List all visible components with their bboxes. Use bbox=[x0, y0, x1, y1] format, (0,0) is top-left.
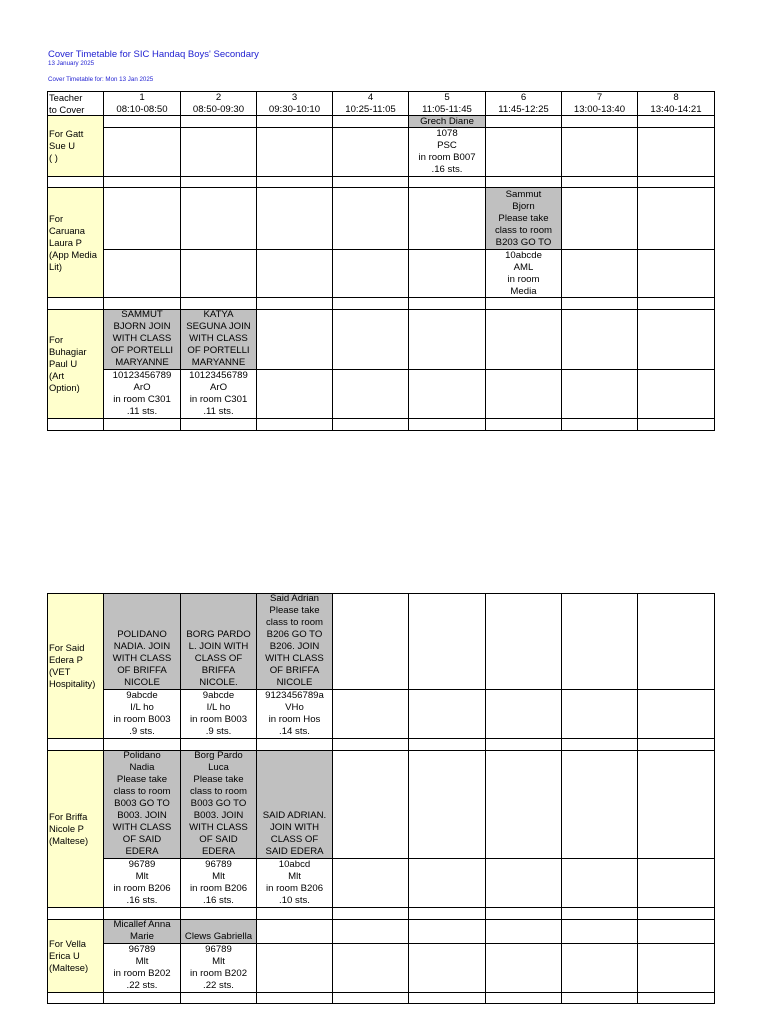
cover-note-line: WITH CLASS bbox=[265, 653, 324, 664]
class-details bbox=[485, 249, 562, 298]
cover-teacher-name-line: Grech Diane bbox=[420, 115, 474, 127]
empty-cell bbox=[180, 127, 257, 177]
teacher-to-cover-line: (Maltese) bbox=[49, 835, 89, 846]
cover-note-line: MARYANNE bbox=[191, 357, 246, 368]
cover-note-line: class to room bbox=[265, 617, 324, 628]
cover-note-line: CLASS OF bbox=[194, 653, 243, 664]
cover-note bbox=[256, 593, 333, 690]
cover-note-line: B003 GO TO bbox=[114, 798, 170, 809]
teacher-to-cover-line: Hospitality) bbox=[49, 678, 96, 689]
class-details-line: 96789 bbox=[128, 944, 156, 955]
empty-cell bbox=[332, 919, 409, 944]
period-num: 8 bbox=[673, 91, 679, 103]
empty-cell bbox=[637, 858, 715, 908]
cover-note-line: EDERA bbox=[201, 846, 236, 857]
class-details bbox=[103, 689, 181, 739]
spacer-cell bbox=[408, 992, 486, 1004]
teacher-column-header-line: Teacher bbox=[49, 91, 83, 103]
cover-note-line: OF BRIFFA bbox=[269, 665, 320, 676]
period-num: 3 bbox=[291, 91, 298, 103]
teacher-to-cover-line: (Maltese) bbox=[49, 962, 89, 973]
class-details-line: 96789 bbox=[205, 859, 232, 870]
empty-cell bbox=[485, 309, 562, 370]
class-details-line: 96789 bbox=[205, 944, 232, 955]
empty-cell bbox=[408, 858, 486, 908]
empty-cell bbox=[485, 858, 562, 908]
cover-note-line: NICOLE bbox=[276, 677, 313, 688]
cover-note-line: NICOLE. bbox=[199, 677, 238, 688]
cover-note-line: WITH CLASS bbox=[189, 333, 248, 344]
spacer-cell bbox=[256, 418, 333, 431]
cover-note-line: Nadia bbox=[129, 762, 155, 773]
spacer-cell bbox=[47, 418, 104, 431]
cover-note-line: KATYA bbox=[203, 309, 234, 320]
teacher-to-cover-line: Laura P bbox=[49, 236, 82, 248]
cover-note-line: Please take bbox=[116, 774, 168, 785]
cover-note-line: Borg Pardo bbox=[194, 750, 243, 761]
cover-note-line: SAID EDERA bbox=[265, 846, 324, 857]
teacher-to-cover bbox=[47, 187, 104, 298]
teacher-to-cover bbox=[47, 115, 104, 177]
cover-note-line: Polidano bbox=[123, 750, 161, 761]
class-details-line: in room B003 bbox=[113, 714, 171, 725]
class-details-line: .16 sts. bbox=[431, 164, 463, 175]
empty-cell bbox=[561, 127, 638, 177]
teacher-to-cover bbox=[47, 593, 104, 739]
cover-note-line: class to room bbox=[113, 786, 171, 797]
page-title: Cover Timetable for SIC Handaq Boys' Secondary bbox=[48, 49, 259, 60]
empty-cell bbox=[485, 689, 562, 739]
class-details-line: Mlt bbox=[135, 956, 149, 967]
cover-note-line: Clews Gabriella bbox=[184, 931, 253, 942]
empty-cell bbox=[103, 187, 181, 250]
period-header-8 bbox=[637, 91, 715, 116]
class-details-line: .16 sts. bbox=[126, 895, 158, 906]
cover-note bbox=[103, 309, 181, 370]
class-details bbox=[103, 369, 181, 419]
empty-cell bbox=[485, 943, 562, 993]
spacer-cell bbox=[180, 992, 257, 1004]
empty-cell bbox=[180, 249, 257, 298]
cover-note-line: NICOLE bbox=[124, 677, 160, 688]
cover-note bbox=[485, 187, 562, 250]
period-header-6 bbox=[485, 91, 562, 116]
cover-note-line: B203 GO TO bbox=[495, 237, 552, 248]
class-details-line: VHo bbox=[285, 702, 304, 713]
period-time: 09:30-10:10 bbox=[268, 103, 321, 115]
teacher-to-cover-line: ( ) bbox=[49, 152, 58, 163]
class-details bbox=[408, 127, 486, 177]
period-num: 4 bbox=[367, 91, 374, 103]
cover-note-line: Bjorn bbox=[512, 201, 535, 212]
period-header-3 bbox=[256, 91, 333, 116]
cover-note-line: BRIFFA bbox=[201, 665, 236, 676]
cover-note bbox=[256, 750, 333, 859]
empty-cell bbox=[408, 943, 486, 993]
class-details-line: .22 sts. bbox=[203, 980, 234, 991]
spacer-cell bbox=[485, 418, 562, 431]
period-time: 08:10-08:50 bbox=[116, 103, 168, 115]
spacer-cell bbox=[637, 992, 715, 1004]
teacher-to-cover-line: For Gatt bbox=[49, 128, 84, 139]
teacher-to-cover-line: Edera P bbox=[49, 654, 83, 665]
class-details-line: .22 sts. bbox=[126, 980, 158, 991]
cover-note-line: OF BRIFFA bbox=[117, 665, 167, 676]
empty-cell bbox=[332, 858, 409, 908]
class-details bbox=[180, 689, 257, 739]
empty-cell bbox=[637, 249, 715, 298]
empty-cell bbox=[561, 919, 638, 944]
class-details-line: ArO bbox=[133, 382, 151, 393]
class-details-line: Mlt bbox=[212, 956, 225, 967]
empty-cell bbox=[256, 249, 333, 298]
teacher-to-cover bbox=[47, 750, 104, 908]
empty-cell bbox=[332, 943, 409, 993]
empty-cell bbox=[561, 369, 638, 419]
spacer-cell bbox=[256, 992, 333, 1004]
empty-cell bbox=[408, 919, 486, 944]
class-details-line: .10 sts. bbox=[279, 895, 310, 906]
empty-cell bbox=[408, 750, 486, 859]
teacher-to-cover-line: Caruana bbox=[49, 224, 85, 236]
class-details-line: Mlt bbox=[135, 871, 149, 882]
class-details-line: in room B202 bbox=[189, 968, 248, 979]
teacher-to-cover-line: Buhagiar bbox=[49, 346, 87, 357]
empty-cell bbox=[637, 187, 715, 250]
report-date: 13 January 2025 bbox=[48, 60, 95, 67]
period-num: 7 bbox=[596, 91, 603, 103]
class-details-line: 10123456789 bbox=[112, 370, 172, 381]
class-details-line: in room B206 bbox=[265, 883, 324, 894]
period-time: 13:40-14:21 bbox=[650, 103, 702, 115]
period-header-1 bbox=[103, 91, 181, 116]
cover-note-line: Sammut bbox=[505, 189, 542, 200]
empty-cell bbox=[408, 369, 486, 419]
cover-note-line: B206. JOIN bbox=[269, 641, 320, 652]
class-details-line: I/L ho bbox=[206, 702, 231, 713]
empty-cell bbox=[103, 127, 181, 177]
empty-cell bbox=[332, 369, 409, 419]
empty-cell bbox=[256, 127, 333, 177]
class-details-line: ArO bbox=[209, 382, 228, 393]
class-details bbox=[256, 689, 333, 739]
empty-cell bbox=[637, 309, 715, 370]
empty-cell bbox=[408, 309, 486, 370]
cover-note-line: WITH CLASS bbox=[189, 822, 248, 833]
cover-note bbox=[103, 919, 181, 944]
empty-cell bbox=[561, 593, 638, 690]
spacer-cell bbox=[103, 418, 181, 431]
period-header-4 bbox=[332, 91, 409, 116]
period-header-7 bbox=[561, 91, 638, 116]
cover-note-line: OF PORTELLI bbox=[187, 345, 250, 356]
empty-cell bbox=[408, 593, 486, 690]
empty-cell bbox=[332, 309, 409, 370]
cover-note-line: class to room bbox=[494, 225, 553, 236]
empty-cell bbox=[561, 689, 638, 739]
empty-cell bbox=[408, 187, 486, 250]
empty-cell bbox=[561, 943, 638, 993]
class-details-line: 96789 bbox=[128, 859, 156, 870]
class-details-line: .16 sts. bbox=[203, 895, 234, 906]
period-header-5 bbox=[408, 91, 486, 116]
empty-cell bbox=[637, 127, 715, 177]
cover-note-line: B206 GO TO bbox=[266, 629, 323, 640]
teacher-to-cover-line: For Vella bbox=[49, 938, 86, 949]
class-details-line: 9abcde bbox=[126, 690, 158, 701]
spacer-cell bbox=[332, 418, 409, 431]
empty-cell bbox=[561, 187, 638, 250]
cover-for-date: Cover Timetable for: Mon 13 Jan 2025 bbox=[48, 76, 154, 83]
teacher-column-header bbox=[47, 91, 104, 116]
class-details-line: in room Hos bbox=[268, 714, 321, 725]
spacer-cell bbox=[47, 992, 104, 1004]
class-details-line: Mlt bbox=[212, 871, 225, 882]
class-details-line: 1078 bbox=[436, 128, 458, 139]
class-details bbox=[180, 369, 257, 419]
cover-note-line: WITH CLASS bbox=[112, 333, 172, 344]
cover-note-line: B003 GO TO bbox=[190, 798, 247, 809]
cover-note-line: CLASS OF bbox=[270, 834, 319, 845]
class-details bbox=[256, 858, 333, 908]
class-details-line: .9 sts. bbox=[129, 726, 155, 737]
empty-cell bbox=[332, 127, 409, 177]
cover-note-line: L. JOIN WITH bbox=[188, 641, 249, 652]
cover-note-line: OF SAID bbox=[122, 834, 162, 845]
cover-note-line: OF SAID bbox=[199, 834, 238, 845]
cover-note-line: SEGUNA JOIN bbox=[186, 321, 251, 332]
teacher-to-cover-line: Paul U bbox=[49, 358, 78, 369]
cover-note bbox=[180, 919, 257, 944]
empty-cell bbox=[103, 249, 181, 298]
teacher-to-cover bbox=[47, 919, 104, 993]
cover-note-line: POLIDANO bbox=[117, 629, 167, 640]
period-time: 13:00-13:40 bbox=[573, 103, 626, 115]
period-num: 2 bbox=[215, 91, 222, 103]
cover-note bbox=[180, 593, 257, 690]
cover-note-line: WITH CLASS bbox=[112, 822, 172, 833]
empty-cell bbox=[256, 309, 333, 370]
teacher-to-cover-line: Option) bbox=[49, 382, 80, 393]
teacher-to-cover-line: (Art bbox=[49, 370, 65, 381]
empty-cell bbox=[332, 593, 409, 690]
teacher-to-cover-line: For Briffa bbox=[49, 811, 88, 822]
class-details-line: .9 sts. bbox=[205, 726, 232, 737]
empty-cell bbox=[637, 689, 715, 739]
spacer-cell bbox=[561, 992, 638, 1004]
class-details-line: AML bbox=[513, 262, 534, 273]
cover-note-line: NADIA. JOIN bbox=[113, 641, 171, 652]
empty-cell bbox=[180, 187, 257, 250]
period-num: 5 bbox=[444, 91, 450, 103]
class-details bbox=[180, 858, 257, 908]
cover-note-line: Please take bbox=[269, 605, 320, 616]
class-details-line: 10123456789 bbox=[189, 370, 248, 381]
teacher-to-cover-line: For bbox=[49, 334, 64, 345]
empty-cell bbox=[561, 750, 638, 859]
empty-cell bbox=[485, 127, 562, 177]
class-details-line: 10abcd bbox=[278, 859, 311, 870]
cover-note-line: Micallef Anna bbox=[113, 919, 171, 930]
spacer-cell bbox=[332, 992, 409, 1004]
cover-note-line: Please take bbox=[193, 774, 244, 785]
class-details-line: Mlt bbox=[288, 871, 301, 882]
class-details-line: Media bbox=[510, 286, 537, 297]
teacher-to-cover bbox=[47, 309, 104, 419]
class-details-line: .14 sts. bbox=[279, 726, 310, 737]
cover-note bbox=[103, 750, 181, 859]
class-details-line: in room B206 bbox=[113, 883, 171, 894]
cover-note-line: B003. JOIN bbox=[117, 810, 167, 821]
class-details-line: I/L ho bbox=[130, 702, 154, 713]
period-num: 1 bbox=[139, 91, 145, 103]
teacher-to-cover-line: Sue U bbox=[49, 140, 76, 151]
teacher-to-cover-line: Lit) bbox=[49, 260, 63, 272]
cover-note-line: SAID ADRIAN. bbox=[262, 810, 327, 821]
cover-note-line: WITH CLASS bbox=[112, 653, 172, 664]
cover-note-line: EDERA bbox=[125, 846, 159, 857]
spacer-cell bbox=[180, 418, 257, 431]
period-time: 11:45-12:25 bbox=[498, 103, 549, 115]
empty-cell bbox=[408, 689, 486, 739]
period-time: 08:50-09:30 bbox=[192, 103, 245, 115]
spacer-cell bbox=[637, 418, 715, 431]
cover-note-line: Marie bbox=[130, 931, 154, 942]
teacher-to-cover-line: (VET bbox=[49, 666, 71, 677]
teacher-column-header-line: to Cover bbox=[49, 103, 85, 115]
empty-cell bbox=[485, 369, 562, 419]
teacher-to-cover-line: (App Media bbox=[49, 248, 97, 260]
empty-cell bbox=[561, 249, 638, 298]
class-details-line: in room B206 bbox=[189, 883, 248, 894]
cover-note-line: class to room bbox=[189, 786, 248, 797]
empty-cell bbox=[561, 309, 638, 370]
empty-cell bbox=[637, 943, 715, 993]
cover-note bbox=[180, 309, 257, 370]
cover-note-line: Luca bbox=[208, 762, 229, 773]
empty-cell bbox=[561, 858, 638, 908]
class-details-line: 9123456789a bbox=[265, 690, 324, 701]
empty-cell bbox=[332, 249, 409, 298]
empty-cell bbox=[256, 943, 333, 993]
cover-note-line: OF PORTELLI bbox=[110, 345, 174, 356]
empty-cell bbox=[485, 919, 562, 944]
class-details-line: .11 sts. bbox=[203, 406, 234, 417]
class-details-line: 10abcde bbox=[505, 250, 542, 261]
empty-cell bbox=[637, 593, 715, 690]
cover-note-line: MARYANNE bbox=[115, 357, 169, 368]
class-details-line: in room bbox=[507, 274, 540, 285]
class-details bbox=[103, 858, 181, 908]
class-details-line: 9abcde bbox=[202, 690, 235, 701]
period-time: 10:25-11:05 bbox=[345, 103, 396, 115]
spacer-cell bbox=[485, 992, 562, 1004]
empty-cell bbox=[485, 593, 562, 690]
cover-note-line: B003. JOIN bbox=[193, 810, 244, 821]
empty-cell bbox=[332, 689, 409, 739]
class-details-line: in room B007 bbox=[418, 152, 476, 163]
class-details-line: .11 sts. bbox=[126, 406, 158, 417]
period-num: 6 bbox=[520, 91, 527, 103]
class-details-line: in room B202 bbox=[113, 968, 171, 979]
spacer-cell bbox=[561, 418, 638, 431]
empty-cell bbox=[256, 919, 333, 944]
cover-note bbox=[103, 593, 181, 690]
class-details bbox=[103, 943, 181, 993]
class-details bbox=[180, 943, 257, 993]
class-details-line: in room C301 bbox=[189, 394, 248, 405]
teacher-to-cover-line: For bbox=[49, 212, 64, 224]
period-time: 11:05-11:45 bbox=[422, 103, 472, 115]
cover-note-line: BJORN JOIN bbox=[113, 321, 171, 332]
empty-cell bbox=[408, 249, 486, 298]
empty-cell bbox=[637, 750, 715, 859]
teacher-to-cover-line: For Said bbox=[49, 642, 85, 653]
spacer-cell bbox=[408, 418, 486, 431]
spacer-cell bbox=[103, 992, 181, 1004]
teacher-to-cover-line: Nicole P bbox=[49, 823, 84, 834]
period-header-2 bbox=[180, 91, 257, 116]
teacher-to-cover-line: Erica U bbox=[49, 950, 80, 961]
cover-note-line: Said Adrian bbox=[269, 593, 320, 604]
class-details-line: in room B003 bbox=[189, 714, 248, 725]
empty-cell bbox=[256, 187, 333, 250]
empty-cell bbox=[637, 919, 715, 944]
empty-cell bbox=[332, 187, 409, 250]
empty-cell bbox=[485, 750, 562, 859]
empty-cell bbox=[637, 369, 715, 419]
cover-note-line: SAMMUT bbox=[121, 309, 163, 320]
cover-note-line: BORG PARDO bbox=[186, 629, 251, 640]
cover-note bbox=[180, 750, 257, 859]
cover-note-line: JOIN WITH bbox=[269, 822, 320, 833]
empty-cell bbox=[332, 750, 409, 859]
empty-cell bbox=[256, 369, 333, 419]
class-details-line: in room C301 bbox=[113, 394, 171, 405]
cover-note-line: Please take bbox=[498, 213, 549, 224]
class-details-line: PSC bbox=[437, 140, 457, 151]
